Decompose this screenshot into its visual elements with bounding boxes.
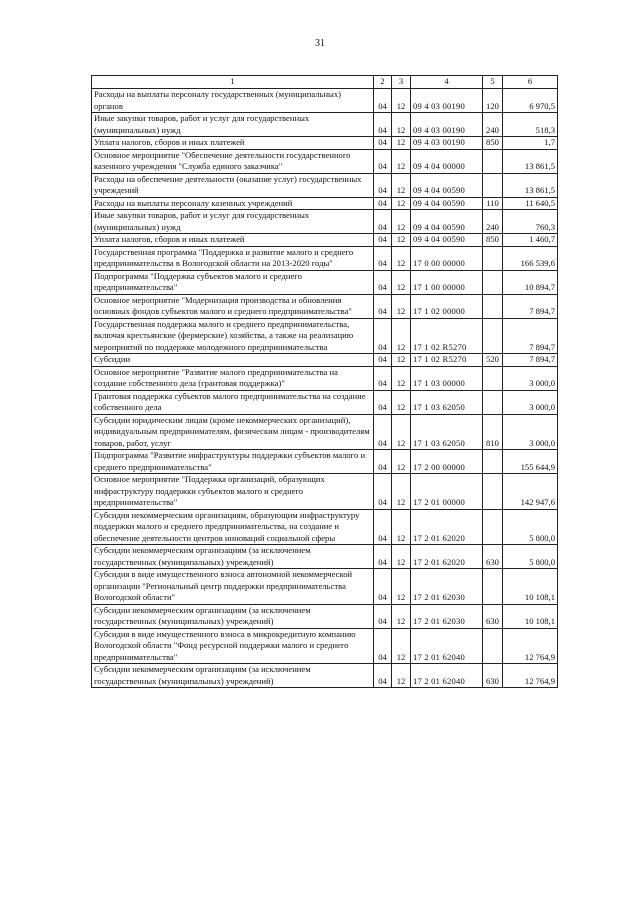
- table-row: [92, 604, 558, 628]
- row-subsection-cell: 12: [392, 246, 411, 270]
- row-expense-type-cell: 240: [483, 113, 503, 137]
- row-section-cell: 04: [374, 509, 392, 545]
- row-subsection-cell: 12: [392, 318, 411, 354]
- column-header-target-code: 4: [411, 76, 483, 89]
- row-section-cell: 04: [374, 474, 392, 510]
- row-expense-type-cell: 850: [483, 234, 503, 247]
- row-amount-cell: 166 539,6: [503, 246, 558, 270]
- row-expense-type-cell: [483, 173, 503, 197]
- row-expense-type-cell: [483, 390, 503, 414]
- row-subsection-cell: 12: [392, 474, 411, 510]
- row-section-cell: 04: [374, 246, 392, 270]
- row-target-code-cell: 17 2 01 62020: [411, 509, 483, 545]
- row-subsection-cell: 12: [392, 197, 411, 210]
- row-section-cell: 04: [374, 604, 392, 628]
- row-subsection-cell: 12: [392, 173, 411, 197]
- row-target-code-cell: 17 2 01 62040: [411, 628, 483, 664]
- row-target-code-cell: 09 4 04 00590: [411, 173, 483, 197]
- row-amount-cell: 10 108,1: [503, 604, 558, 628]
- row-expense-type-cell: [483, 318, 503, 354]
- row-name-cell: Уплата налогов, сборов и иных платежей: [92, 137, 374, 150]
- table-row: [92, 414, 558, 450]
- row-name-cell: Расходы на обеспечение деятельности (оказание услуг) государственных учреждений: [92, 173, 374, 197]
- row-subsection-cell: 12: [392, 414, 411, 450]
- row-name-cell: Расходы на выплаты персоналу государственных (муниципальных) органов: [92, 89, 374, 113]
- row-name-cell: Субсидии некоммерческим организациям (за исключением государственных (муниципальных) учреждений): [92, 664, 374, 688]
- row-target-code-cell: 09 4 03 00190: [411, 89, 483, 113]
- row-expense-type-cell: 630: [483, 545, 503, 569]
- row-subsection-cell: 12: [392, 569, 411, 605]
- row-amount-cell: 13 861,5: [503, 149, 558, 173]
- row-target-code-cell: 17 2 01 62030: [411, 604, 483, 628]
- row-subsection-cell: 12: [392, 210, 411, 234]
- row-expense-type-cell: 240: [483, 210, 503, 234]
- row-name-cell: Основное мероприятие "Модернизация производства и обновления основных фондов субъектов малого и среднего предпринимательства": [92, 294, 374, 318]
- row-name-cell: Подпрограмма "Развитие инфраструктуры поддержки субъектов малого и среднего предпринимательства": [92, 450, 374, 474]
- row-section-cell: 04: [374, 210, 392, 234]
- row-section-cell: 04: [374, 366, 392, 390]
- row-section-cell: 04: [374, 149, 392, 173]
- row-expense-type-cell: [483, 246, 503, 270]
- row-name-cell: Субсидии некоммерческим организациям (за исключением государственных (муниципальных) учреждений): [92, 604, 374, 628]
- row-amount-cell: 760,3: [503, 210, 558, 234]
- row-name-cell: Уплата налогов, сборов и иных платежей: [92, 234, 374, 247]
- row-expense-type-cell: 810: [483, 414, 503, 450]
- row-target-code-cell: 09 4 04 00590: [411, 210, 483, 234]
- row-name-cell: Расходы на выплаты персоналу казенных учреждений: [92, 197, 374, 210]
- row-amount-cell: 1 460,7: [503, 234, 558, 247]
- row-subsection-cell: 12: [392, 664, 411, 688]
- row-name-cell: Подпрограмма "Поддержка субъектов малого и среднего предпринимательства": [92, 270, 374, 294]
- row-amount-cell: 11 640,5: [503, 197, 558, 210]
- table-row: [92, 173, 558, 197]
- row-expense-type-cell: 120: [483, 89, 503, 113]
- row-expense-type-cell: [483, 366, 503, 390]
- row-amount-cell: 1,7: [503, 137, 558, 150]
- row-section-cell: 04: [374, 414, 392, 450]
- table-row: [92, 450, 558, 474]
- row-expense-type-cell: [483, 294, 503, 318]
- row-amount-cell: 3 000,0: [503, 390, 558, 414]
- row-amount-cell: 155 644,9: [503, 450, 558, 474]
- row-amount-cell: 3 000,0: [503, 414, 558, 450]
- row-section-cell: 04: [374, 354, 392, 367]
- row-subsection-cell: 12: [392, 294, 411, 318]
- row-name-cell: Субсидии юридическим лицам (кроме некоммерческих организаций), индивидуальным предпринимателям, физическим лицам - производителям товаров, работ, услуг: [92, 414, 374, 450]
- row-amount-cell: 10 894,7: [503, 270, 558, 294]
- column-header-expense-type: 5: [483, 76, 503, 89]
- column-header-name: 1: [92, 76, 374, 89]
- row-amount-cell: 12 764,9: [503, 664, 558, 688]
- row-name-cell: Субсидия в виде имущественного взноса автономной некоммерческой организации "Региональный центр поддержки предпринимательства Вологодской области": [92, 569, 374, 605]
- row-target-code-cell: 17 1 02 R5270: [411, 354, 483, 367]
- row-expense-type-cell: 110: [483, 197, 503, 210]
- row-expense-type-cell: 850: [483, 137, 503, 150]
- row-section-cell: 04: [374, 173, 392, 197]
- row-amount-cell: 10 108,1: [503, 569, 558, 605]
- row-subsection-cell: 12: [392, 270, 411, 294]
- table-row: [92, 474, 558, 510]
- row-expense-type-cell: [483, 474, 503, 510]
- row-amount-cell: 5 800,0: [503, 509, 558, 545]
- row-subsection-cell: 12: [392, 390, 411, 414]
- row-subsection-cell: 12: [392, 234, 411, 247]
- row-target-code-cell: 17 2 01 62020: [411, 545, 483, 569]
- table-row: [92, 234, 558, 247]
- row-subsection-cell: 12: [392, 366, 411, 390]
- row-target-code-cell: 09 4 03 00190: [411, 113, 483, 137]
- row-target-code-cell: 17 2 01 00000: [411, 474, 483, 510]
- row-amount-cell: 12 764,9: [503, 628, 558, 664]
- row-section-cell: 04: [374, 137, 392, 150]
- table-row: [92, 545, 558, 569]
- row-subsection-cell: 12: [392, 113, 411, 137]
- row-target-code-cell: 17 1 03 62050: [411, 390, 483, 414]
- row-name-cell: Основное мероприятие "Развитие малого предпринимательства на создание собственного дела (грантовая поддержка)": [92, 366, 374, 390]
- row-expense-type-cell: 630: [483, 604, 503, 628]
- row-target-code-cell: 17 1 03 00000: [411, 366, 483, 390]
- row-amount-cell: 518,3: [503, 113, 558, 137]
- column-header-subsection: 3: [392, 76, 411, 89]
- row-amount-cell: 6 970,5: [503, 89, 558, 113]
- table-header-row: [92, 76, 558, 89]
- table-row: [92, 318, 558, 354]
- row-target-code-cell: 17 1 00 00000: [411, 270, 483, 294]
- row-target-code-cell: 09 4 04 00590: [411, 197, 483, 210]
- row-amount-cell: 7 894,7: [503, 354, 558, 367]
- row-name-cell: Государственная поддержка малого и среднего предпринимательства, включая крестьянские (фермерские) хозяйства, а также на реализацию мероприятий по поддержке молодежного предпринимательства: [92, 318, 374, 354]
- row-subsection-cell: 12: [392, 545, 411, 569]
- row-amount-cell: 3 000,0: [503, 366, 558, 390]
- row-target-code-cell: 09 4 04 00000: [411, 149, 483, 173]
- row-amount-cell: 5 800,0: [503, 545, 558, 569]
- row-section-cell: 04: [374, 197, 392, 210]
- row-name-cell: Иные закупки товаров, работ и услуг для государственных (муниципальных) нужд: [92, 210, 374, 234]
- table-row: [92, 137, 558, 150]
- row-subsection-cell: 12: [392, 354, 411, 367]
- row-target-code-cell: 09 4 04 00590: [411, 234, 483, 247]
- row-expense-type-cell: [483, 450, 503, 474]
- column-header-amount: 6: [503, 76, 558, 89]
- row-section-cell: 04: [374, 294, 392, 318]
- row-amount-cell: 13 861,5: [503, 173, 558, 197]
- row-expense-type-cell: [483, 509, 503, 545]
- table-row: [92, 197, 558, 210]
- table-row: [92, 246, 558, 270]
- row-target-code-cell: 17 0 00 00000: [411, 246, 483, 270]
- row-subsection-cell: 12: [392, 450, 411, 474]
- row-amount-cell: 7 894,7: [503, 294, 558, 318]
- row-section-cell: 04: [374, 450, 392, 474]
- table-row: [92, 113, 558, 137]
- row-section-cell: 04: [374, 89, 392, 113]
- table-row: [92, 149, 558, 173]
- row-name-cell: Иные закупки товаров, работ и услуг для государственных (муниципальных) нужд: [92, 113, 374, 137]
- row-name-cell: Грантовая поддержка субъектов малого предпринимательства на создание собственного дела: [92, 390, 374, 414]
- table-row: [92, 89, 558, 113]
- row-target-code-cell: 17 2 01 62030: [411, 569, 483, 605]
- row-expense-type-cell: [483, 628, 503, 664]
- budget-table: [91, 75, 558, 688]
- row-section-cell: 04: [374, 545, 392, 569]
- row-target-code-cell: 17 1 03 62050: [411, 414, 483, 450]
- row-section-cell: 04: [374, 390, 392, 414]
- row-target-code-cell: 17 2 00 00000: [411, 450, 483, 474]
- row-section-cell: 04: [374, 270, 392, 294]
- row-name-cell: Субсидия некоммерческим организациям, образующим инфраструктуру поддержки малого и среднего предпринимательства, на создание и обеспечение деятельности центров инноваций социальной сферы: [92, 509, 374, 545]
- row-subsection-cell: 12: [392, 604, 411, 628]
- row-section-cell: 04: [374, 664, 392, 688]
- row-target-code-cell: 17 1 02 00000: [411, 294, 483, 318]
- row-section-cell: 04: [374, 569, 392, 605]
- table-row: [92, 366, 558, 390]
- row-name-cell: Субсидии некоммерческим организациям (за исключением государственных (муниципальных) учреждений): [92, 545, 374, 569]
- table-row: [92, 294, 558, 318]
- row-amount-cell: 7 894,7: [503, 318, 558, 354]
- row-amount-cell: 142 947,6: [503, 474, 558, 510]
- table-row: [92, 664, 558, 688]
- table-row: [92, 354, 558, 367]
- row-target-code-cell: 09 4 03 00190: [411, 137, 483, 150]
- column-header-section: 2: [374, 76, 392, 89]
- row-target-code-cell: 17 1 02 R5270: [411, 318, 483, 354]
- row-section-cell: 04: [374, 234, 392, 247]
- row-subsection-cell: 12: [392, 149, 411, 173]
- row-section-cell: 04: [374, 628, 392, 664]
- row-subsection-cell: 12: [392, 509, 411, 545]
- row-expense-type-cell: 630: [483, 664, 503, 688]
- row-target-code-cell: 17 2 01 62040: [411, 664, 483, 688]
- row-expense-type-cell: [483, 569, 503, 605]
- row-name-cell: Субсидия в виде имущественного взноса в микрокредитную компанию Вологодской области "Фонд ресурсной поддержки малого и среднего предпринимательства": [92, 628, 374, 664]
- row-name-cell: Государственная программа "Поддержка и развитие малого и среднего предпринимательства в Вологодской области на 2013-2020 годы": [92, 246, 374, 270]
- row-subsection-cell: 12: [392, 137, 411, 150]
- table-row: [92, 390, 558, 414]
- row-section-cell: 04: [374, 113, 392, 137]
- table-row: [92, 628, 558, 664]
- row-name-cell: Основное мероприятие "Поддержка организаций, образующих инфраструктуру поддержки субъектов малого и среднего предпринимательства": [92, 474, 374, 510]
- row-expense-type-cell: [483, 270, 503, 294]
- table-row: [92, 509, 558, 545]
- table-row: [92, 210, 558, 234]
- row-subsection-cell: 12: [392, 628, 411, 664]
- table-row: [92, 270, 558, 294]
- page-number: 31: [315, 38, 325, 49]
- row-expense-type-cell: [483, 149, 503, 173]
- row-subsection-cell: 12: [392, 89, 411, 113]
- row-section-cell: 04: [374, 318, 392, 354]
- row-name-cell: Основное мероприятие "Обеспечение деятельности государственного казенного учреждения "Служба единого заказчика": [92, 149, 374, 173]
- table-row: [92, 569, 558, 605]
- row-name-cell: Субсидии: [92, 354, 374, 367]
- row-expense-type-cell: 520: [483, 354, 503, 367]
